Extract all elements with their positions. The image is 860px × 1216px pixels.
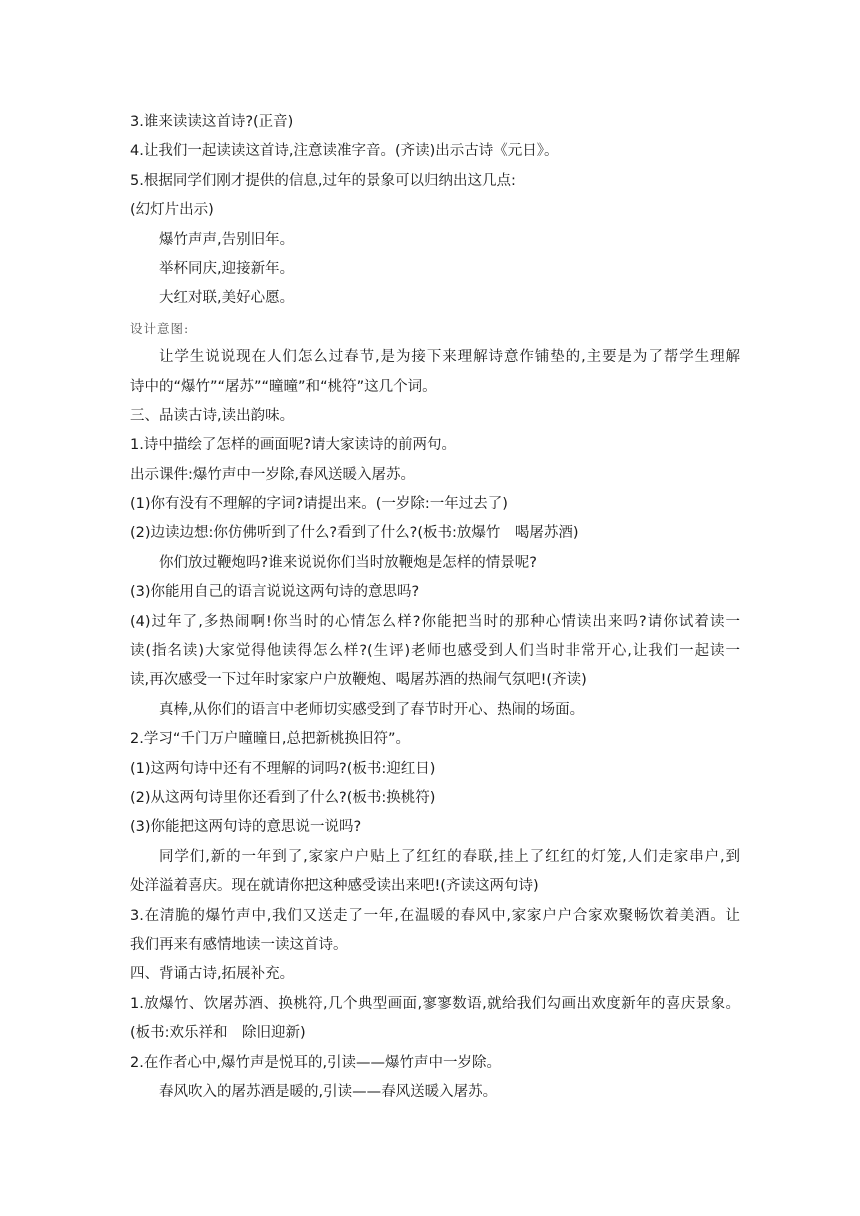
text-line: 真棒,从你们的语言中老师切实感受到了春节时开心、热闹的场面。 xyxy=(159,701,585,718)
text-line: 让学生说说现在人们怎么过春节,是为接下来理解诗意作铺垫的,主要是为了帮学生理解 xyxy=(159,349,740,366)
text-line: (幻灯片出示) xyxy=(130,202,214,219)
section-heading: 三、品读古诗,读出韵味。 xyxy=(130,407,295,424)
document-body xyxy=(130,108,740,1107)
text-line: 你们放过鞭炮吗?谁来说说你们当时放鞭炮是怎样的情景呢? xyxy=(159,554,537,571)
text-line: 诗中的“爆竹”“屠苏”“曈曈”和“桃符”这几个词。 xyxy=(130,378,437,395)
text-line: (1)这两句诗中还有不理解的词吗?(板书:迎红日) xyxy=(130,760,436,777)
slide-point: 大红对联,美好心愿。 xyxy=(159,290,295,307)
text-line: (3)你能用自己的语言说说这两句诗的意思吗? xyxy=(130,584,420,601)
text-line: (1)你有没有不理解的字词?请提出来。(一岁除:一年过去了) xyxy=(130,496,508,513)
text-line: 处洋溢着喜庆。现在就请你把这种感受读出来吧!(齐读这两句诗) xyxy=(130,878,539,895)
text-line: (2)从这两句诗里你还看到了什么?(板书:换桃符) xyxy=(130,789,436,806)
text-line: 我们再来有感情地读一读这首诗。 xyxy=(130,936,348,953)
text-line: (3)你能把这两句诗的意思说一说吗? xyxy=(130,819,362,836)
text-line: (2)边读边想:你仿佛听到了什么?看到了什么?(板书:放爆竹 喝屠苏酒) xyxy=(130,525,579,542)
text-line: 5.根据同学们刚才提供的信息,过年的景象可以归纳出这几点: xyxy=(130,172,516,189)
text-line: 2.学习“千门万户曈曈日,总把新桃换旧符”。 xyxy=(130,731,410,748)
text-line: 1.放爆竹、饮屠苏酒、换桃符,几个典型画面,寥寥数语,就给我们勾画出欢度新年的喜庆景象。 xyxy=(130,995,740,1012)
slide-point: 举杯同庆,迎接新年。 xyxy=(159,260,295,277)
text-line: 读,再次感受一下过年时家家户户放鞭炮、喝屠苏酒的热闹气氛吧!(齐读) xyxy=(130,672,587,689)
section-heading: 四、背诵古诗,拓展补充。 xyxy=(130,966,295,983)
text-line: (板书:欢乐祥和 除旧迎新) xyxy=(130,1025,306,1042)
text-line: 春风吹入的屠苏酒是暖的,引读——春风送暖入屠苏。 xyxy=(159,1083,498,1100)
text-line: 出示课件:爆竹声中一岁除,春风送暖入屠苏。 xyxy=(130,466,415,483)
text-line: 4.让我们一起读读这首诗,注意读准字音。(齐读)出示古诗《元日》。 xyxy=(130,143,559,160)
text-line: 3.在清脆的爆竹声中,我们又送走了一年,在温暖的春风中,家家户户合家欢聚畅饮着美酒。让 xyxy=(130,907,740,924)
design-intent-heading: 设计意图: xyxy=(130,320,190,336)
slide-point: 爆竹声声,告别旧年。 xyxy=(159,231,295,248)
text-line: 2.在作者心中,爆竹声是悦耳的,引读——爆竹声中一岁除。 xyxy=(130,1054,502,1071)
text-line: 1.诗中描绘了怎样的画面呢?请大家读诗的前两句。 xyxy=(130,437,457,454)
text-line: 读(指名读)大家觉得他读得怎么样?(生评)老师也感受到人们当时非常开心,让我们一起读一 xyxy=(130,643,740,660)
text-line: 3.谁来读读这首诗?(正音) xyxy=(130,114,294,130)
text-line: 同学们,新的一年到了,家家户户贴上了红红的春联,挂上了红红的灯笼,人们走家串户,到 xyxy=(159,848,740,865)
text-line: (4)过年了,多热闹啊!你当时的心情怎么样?你能把当时的那种心情读出来吗?请你试着读一 xyxy=(130,613,740,630)
